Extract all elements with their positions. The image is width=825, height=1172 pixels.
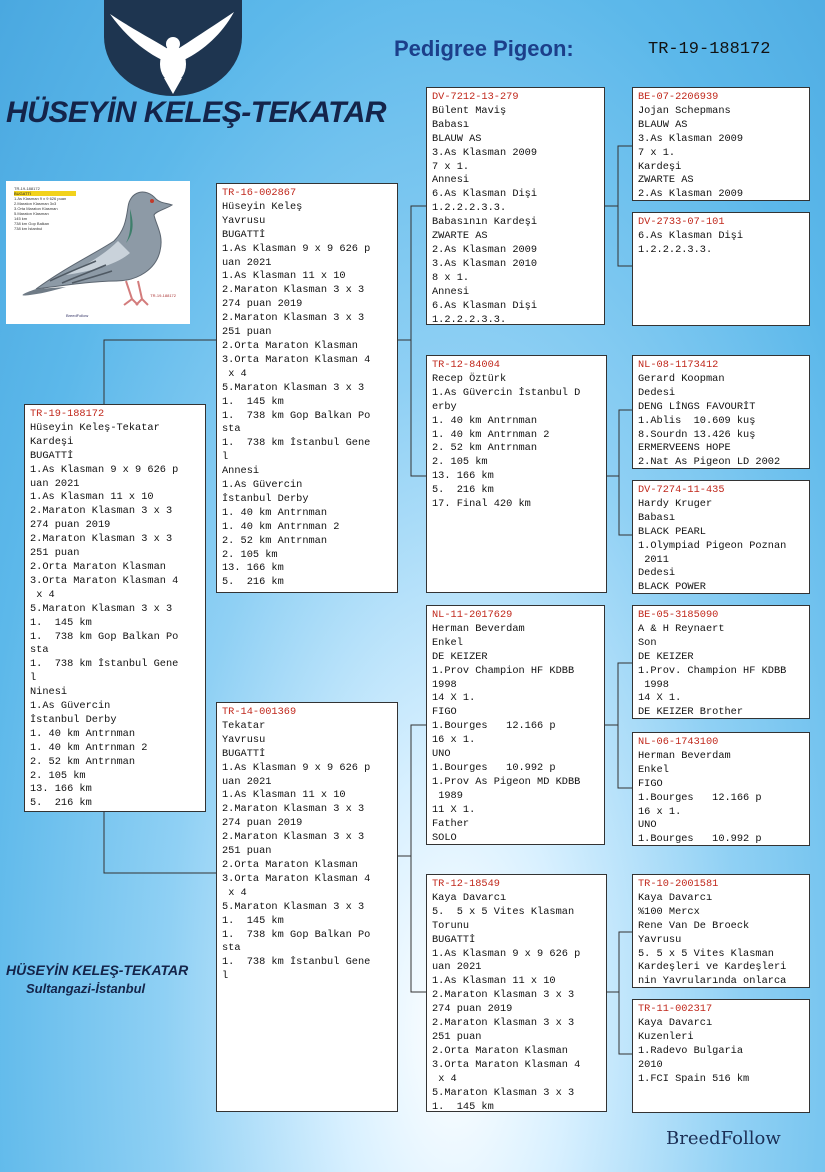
card-line: 251 puan xyxy=(30,547,80,560)
card-line: 1. 40 km Antrnman xyxy=(222,506,328,519)
card-line: 8 x 1. xyxy=(432,271,470,284)
card-line: 1.2.2.2.3.3. xyxy=(432,313,507,325)
card-line: 1. 40 km Antrnman 2 xyxy=(432,428,550,441)
pedigree-card-dsd xyxy=(632,732,810,846)
card-line: 1.As Klasman 11 x 10 xyxy=(222,270,346,283)
card-line: 6.As Klasman Dişi xyxy=(432,299,538,312)
card-line: DENG LİNGS FAVOURİT xyxy=(638,400,756,413)
card-line: uan 2021 xyxy=(30,477,80,490)
ring-number: TR-10-2001581 xyxy=(638,878,719,890)
card-line: 5. 216 km xyxy=(432,484,494,497)
card-line: 16 x 1. xyxy=(432,734,476,747)
pedigree-card-ddd xyxy=(632,999,810,1113)
pedigree-label: Pedigree Pigeon: xyxy=(394,36,574,61)
card-line: Hardy Kruger xyxy=(638,497,713,510)
card-line: 1.Radevo Bulgaria xyxy=(638,1044,744,1057)
card-line: 1.As Klasman 9 x 9 626 p xyxy=(222,761,371,774)
card-line: Dedesi xyxy=(638,567,676,580)
ring-number: TR-19-188172 xyxy=(30,408,105,420)
card-line: 1.Prov. Champion HF KDBB xyxy=(638,664,787,677)
ring-number: TR-12-18549 xyxy=(432,878,500,890)
pedigree-card-sire xyxy=(216,183,398,593)
photo-card-line: 3.Orta Maraton Klasman xyxy=(14,206,58,211)
card-line: 14 X 1. xyxy=(638,692,682,705)
card-line: BLACK PEARL xyxy=(638,525,706,538)
card-line: 5.Maraton Klasman 3 x 3 xyxy=(30,602,173,615)
card-line: 2.Maraton Klasman 3 x 3 xyxy=(222,312,365,325)
card-line: 6.As Klasman Dişi xyxy=(432,188,538,201)
connector-ds-dss xyxy=(605,663,632,725)
ring-number: NL-11-2017629 xyxy=(432,609,513,621)
card-line: BUGATTİ xyxy=(30,449,74,462)
card-line: 2.As Klasman 2009 xyxy=(638,188,744,201)
card-line: x 4 xyxy=(222,886,247,899)
pedigree-card-dam xyxy=(216,702,398,1112)
card-line: 3.As Klasman 2009 xyxy=(432,146,538,159)
card-line: 1.As Güvercin xyxy=(222,479,303,492)
photo-card-ring: TR-19-188172 xyxy=(14,186,40,191)
pedigree-card-sire-sire xyxy=(426,87,605,325)
card-line: Kaya Davarcı xyxy=(432,891,507,904)
card-line: 5. 5 x 5 Vites Klasman xyxy=(432,905,575,918)
card-line: 13. 166 km xyxy=(30,783,92,796)
card-line: 1.As Klasman 11 x 10 xyxy=(432,975,556,988)
card-line: 1. 145 km xyxy=(222,395,284,408)
connector-sd-sds xyxy=(607,410,632,476)
card-line: 1.Bourges 10.992 p xyxy=(432,761,556,774)
card-line: Bülent Maviş xyxy=(432,104,507,117)
card-line: 274 puan 2019 xyxy=(30,519,111,532)
card-line: 1. 40 km Antrnman 2 xyxy=(30,741,148,754)
connector-subject-dam xyxy=(104,812,216,873)
ring-number: NL-06-1743100 xyxy=(638,736,719,748)
card-line: 1989 xyxy=(432,789,463,802)
card-line: 2.Orta Maraton Klasman xyxy=(30,560,166,573)
photo-brand-caption: BreedFollow xyxy=(66,313,89,318)
card-line: x 4 xyxy=(30,588,55,601)
card-line: 2. 105 km xyxy=(222,548,278,561)
card-line: 11 X 1. xyxy=(432,803,476,816)
card-line: Torunu xyxy=(432,919,470,932)
card-line: 1. 40 km Antrnman xyxy=(432,414,538,427)
card-line: Annesi xyxy=(222,465,260,478)
card-line: 1998 xyxy=(432,678,457,691)
card-line: DE KEIZER xyxy=(432,650,488,663)
card-line: 1.Bourges 12.166 p xyxy=(432,720,556,733)
photo-card-line: 145 km xyxy=(14,216,28,221)
card-line: Kardeşi xyxy=(30,435,74,448)
card-line: Jojan Schepmans xyxy=(638,104,731,117)
card-line: Hüseyin Keleş xyxy=(222,200,303,213)
pedigree-card-ssd xyxy=(632,212,810,326)
pedigree-card-dss xyxy=(632,605,810,719)
ring-number: BE-07-2206939 xyxy=(638,91,719,103)
card-line: erby xyxy=(432,400,457,413)
card-line: 2.Maraton Klasman 3 x 3 xyxy=(222,284,365,297)
card-line: 1. 40 km Antrnman 2 xyxy=(222,520,340,533)
card-line: 2.Maraton Klasman 3 x 3 xyxy=(432,1017,575,1030)
card-line: 8.Sourdn 13.426 kuş xyxy=(638,428,756,441)
ring-number: TR-12-84004 xyxy=(432,359,500,371)
card-line: ZWARTE AS xyxy=(638,174,694,187)
pedigree-card-dds xyxy=(632,874,810,988)
ring-number: DV-7212-13-279 xyxy=(432,91,519,103)
connector-dam-dd xyxy=(411,856,426,992)
card-line: 3.Orta Maraton Klasman 4 xyxy=(222,353,371,366)
card-line: 1. 145 km xyxy=(432,1100,494,1112)
card-line: 2.Maraton Klasman 3 x 3 xyxy=(222,831,365,844)
card-line: 274 puan 2019 xyxy=(222,817,303,830)
card-line: 2.Maraton Klasman 3 x 3 xyxy=(432,989,575,1002)
card-line: BUGATTİ xyxy=(222,747,266,760)
connector-ss-ssd xyxy=(618,206,632,266)
card-line: 274 puan 2019 xyxy=(222,298,303,311)
card-line: Tekatar xyxy=(222,719,266,732)
card-line: 2. 52 km Antrnman xyxy=(222,534,328,547)
card-line: x 4 xyxy=(222,367,247,380)
card-line: İstanbul Derby xyxy=(222,492,309,505)
card-line: uan 2021 xyxy=(222,256,272,269)
card-line: 1. 738 km Gop Balkan Po xyxy=(222,928,371,941)
card-line: UNO xyxy=(638,819,657,832)
card-line: Dedesi xyxy=(638,386,676,399)
photo-ring-caption: TR-19-188172 xyxy=(150,293,176,298)
footer-location: Sultangazi-İstanbul xyxy=(26,981,146,996)
card-line: Enkel xyxy=(432,636,463,649)
ring-number: NL-08-1173412 xyxy=(638,359,719,371)
card-line: 1. 145 km xyxy=(222,914,284,927)
card-line: ERMERVEENS HOPE xyxy=(638,442,731,455)
card-line: uan 2021 xyxy=(222,775,272,788)
card-line: Annesi xyxy=(432,174,470,187)
pedigree-card-sds xyxy=(632,355,810,469)
card-line: 5.Maraton Klasman 3 x 3 xyxy=(222,900,365,913)
card-line: 1.Prov Champion HF KDBB xyxy=(432,664,575,677)
connector-dam-ds xyxy=(398,725,426,856)
connector-sire-ss xyxy=(398,206,426,340)
card-line: 1.Bourges 12.166 p xyxy=(638,791,762,804)
card-line: %100 Mercx xyxy=(638,905,700,918)
pedigree-card-dam-dam xyxy=(426,874,607,1112)
card-line: 2.Orta Maraton Klasman xyxy=(222,858,358,871)
card-line: 2. 52 km Antrnman xyxy=(30,755,136,768)
card-line: 2. 52 km Antrnman xyxy=(432,442,538,455)
card-line: 1. 738 km İstanbul Gene xyxy=(30,658,179,671)
card-line: l xyxy=(222,451,229,464)
card-line: 17. Final 420 km xyxy=(432,498,531,511)
card-line: DE KEIZER Brother xyxy=(638,706,744,719)
card-line: 1998 xyxy=(638,678,669,691)
connector-sire-sd xyxy=(411,340,426,476)
card-line: A & H Reynaert xyxy=(638,622,725,635)
card-line: 1. 738 km İstanbul Gene xyxy=(222,437,371,450)
card-line: BUGATTİ xyxy=(432,933,476,946)
card-line: Ninesi xyxy=(30,686,68,699)
connector-ds-dsd xyxy=(618,725,632,788)
card-line: 7 x 1. xyxy=(638,146,676,159)
card-line: 251 puan xyxy=(222,845,272,858)
ring-number: DV-2733-07-101 xyxy=(638,216,725,228)
card-line: Herman Beverdam xyxy=(638,749,731,762)
card-line: Babasının Kardeşi xyxy=(432,216,538,229)
card-line: Kaya Davarcı xyxy=(638,1016,713,1029)
card-line: 3.As Klasman 2010 xyxy=(432,257,538,270)
card-line: Babası xyxy=(432,118,470,131)
ring-number: TR-11-002317 xyxy=(638,1003,713,1015)
card-line: 1.2.2.2.3.3. xyxy=(432,202,507,215)
card-line: 2.As Klasman 2009 xyxy=(432,243,538,256)
card-line: 5.Maraton Klasman 3 x 3 xyxy=(432,1086,575,1099)
card-line: 1.As Güvercin xyxy=(30,700,111,713)
card-line: 2011 xyxy=(638,553,669,566)
card-line: 3.As Klasman 2009 xyxy=(638,132,744,145)
card-line: Kardeşleri ve Kardeşleri xyxy=(638,961,787,974)
card-line: 251 puan xyxy=(432,1030,482,1043)
card-line: Annesi xyxy=(432,285,470,298)
pedigree-card-sire-dam xyxy=(426,355,607,593)
card-line: 2.Nat As Pigeon LD 2002 xyxy=(638,456,781,469)
card-line: Yavrusu xyxy=(222,733,266,746)
card-line: 251 puan xyxy=(222,326,272,339)
card-line: 2. 105 km xyxy=(432,456,488,469)
card-line: DE KEIZER xyxy=(638,650,694,663)
card-line: Kaya Davarcı xyxy=(638,891,713,904)
brand-logo: BreedFollow xyxy=(666,1128,781,1149)
card-line: Kardeşi xyxy=(638,160,682,173)
card-line: BUGATTİ xyxy=(222,228,266,241)
card-line: Yavrusu xyxy=(222,214,266,227)
card-line: UNO xyxy=(432,748,451,761)
card-line: 2.Maraton Klasman 3 x 3 xyxy=(222,803,365,816)
card-line: 16 x 1. xyxy=(638,805,682,818)
pedigree-card-dam-sire xyxy=(426,605,605,845)
photo-card-line: 2.Maraton Klasman 3x3 xyxy=(14,201,57,206)
card-line: 2.Maraton Klasman 3 x 3 xyxy=(30,533,173,546)
card-line: 1. 738 km Gop Balkan Po xyxy=(222,409,371,422)
card-line: Father xyxy=(432,817,470,830)
card-line: x 4 xyxy=(432,1072,457,1085)
card-line: Hüseyin Keleş-Tekatar xyxy=(30,421,160,434)
card-line: 2010 xyxy=(638,1058,663,1071)
card-line: 14 X 1. xyxy=(432,692,476,705)
ring-number: DV-7274-11-435 xyxy=(638,484,725,496)
card-line: Kuzenleri xyxy=(638,1030,694,1043)
card-line: 5.Maraton Klasman 3 x 3 xyxy=(222,381,365,394)
card-line: 5. 216 km xyxy=(30,797,92,810)
card-line: 1. 738 km İstanbul Gene xyxy=(222,956,371,969)
connector-dd-dds xyxy=(607,932,632,992)
card-line: 1.As Klasman 9 x 9 626 p xyxy=(222,242,371,255)
photo-card-line: 738 km İstanbul xyxy=(14,226,43,231)
card-line: ZWARTE AS xyxy=(432,230,488,243)
card-line: l xyxy=(222,970,229,983)
card-line: 2.Maraton Klasman 3 x 3 xyxy=(30,505,173,518)
connector-ss-sss xyxy=(605,146,632,206)
card-line: BLAUW AS xyxy=(432,132,482,145)
card-line: 1.FCI Spain 516 km xyxy=(638,1072,750,1085)
card-line: 2. 105 km xyxy=(30,769,86,782)
card-line: 1.As Klasman 11 x 10 xyxy=(222,789,346,802)
photo-card-line: BUGATTİ xyxy=(14,191,76,196)
card-line: 274 puan 2019 xyxy=(432,1003,513,1016)
card-line: 1.Prov As Pigeon MD KDBB xyxy=(432,775,581,788)
card-line: sta xyxy=(222,942,241,955)
card-line: 3.Orta Maraton Klasman 4 xyxy=(222,872,371,885)
card-line: Gerard Koopman xyxy=(638,372,725,385)
photo-card-line: 5.Maraton Klasman xyxy=(14,211,49,216)
card-line: Son xyxy=(638,636,657,649)
card-line: Herman Beverdam xyxy=(432,622,525,635)
card-line: 1.2.2.2.3.3. xyxy=(638,243,713,256)
card-line: 6.As Klasman Dişi xyxy=(638,229,744,242)
card-line: 2.Orta Maraton Klasman xyxy=(222,339,358,352)
card-line: 3.Orta Maraton Klasman 4 xyxy=(30,574,179,587)
ring-number: TR-16-002867 xyxy=(222,187,297,199)
card-line: 3.Orta Maraton Klasman 4 xyxy=(432,1058,581,1071)
card-line: 1.As Klasman 11 x 10 xyxy=(30,491,154,504)
card-line: 1. 738 km Gop Balkan Po xyxy=(30,630,179,643)
ring-number: BE-05-3185090 xyxy=(638,609,719,621)
card-line: Rene Van De Broeck xyxy=(638,919,750,932)
card-line: FIGO xyxy=(638,777,663,790)
card-line: SOLO xyxy=(432,831,457,844)
card-line: 7 x 1. xyxy=(432,160,470,173)
card-line: 1.Bourges 10.992 p xyxy=(638,833,762,846)
footer-breeder-name: HÜSEYİN KELEŞ-TEKATAR xyxy=(6,962,189,978)
card-line: 1. 145 km xyxy=(30,616,92,629)
card-line: Babası xyxy=(638,511,676,524)
pedigree-card-subject xyxy=(24,404,206,812)
card-line: 13. 166 km xyxy=(432,470,494,483)
photo-card-line: 1.As Klasman 9 x 9 626 puan xyxy=(14,196,67,201)
card-line: nin Yavrularında onlarca xyxy=(638,975,787,988)
card-line: sta xyxy=(30,644,49,657)
card-line: l xyxy=(30,672,37,685)
card-line: 1.As Klasman 9 x 9 626 p xyxy=(30,463,179,476)
card-line: Recep Öztürk xyxy=(432,372,507,385)
card-line: 13. 166 km xyxy=(222,562,284,575)
ring-number: TR-14-001369 xyxy=(222,706,297,718)
pedigree-ring-number: TR-19-188172 xyxy=(648,40,771,59)
card-line: 1. 40 km Antrnman xyxy=(30,727,136,740)
card-line: BLACK POWER xyxy=(638,581,706,594)
card-line: FIGO xyxy=(432,706,457,719)
pedigree-card-sss xyxy=(632,87,810,201)
photo-card-line: 738 km Gop Balkan xyxy=(14,221,50,226)
card-line: sta xyxy=(222,423,241,436)
card-line: 1.Olympiad Pigeon Poznan xyxy=(638,539,787,552)
card-line: uan 2021 xyxy=(432,961,482,974)
pedigree-card-sdd xyxy=(632,480,810,594)
card-line: Yavrusu xyxy=(638,933,682,946)
card-line: 1.As Klasman 9 x 9 626 p xyxy=(432,947,581,960)
connector-dd-ddd xyxy=(619,992,632,1054)
card-line: 2.Orta Maraton Klasman xyxy=(432,1044,568,1057)
card-line: 5. 5 x 5 Vites Klasman xyxy=(638,947,774,960)
connector-sd-sdd xyxy=(619,476,632,535)
card-line: 5. 216 km xyxy=(222,576,284,589)
breeder-title: HÜSEYİN KELEŞ-TEKATAR xyxy=(6,96,387,129)
card-line: 1.Ablis 10.609 kuş xyxy=(638,414,756,427)
connector-subject-sire xyxy=(104,340,216,404)
card-line: İstanbul Derby xyxy=(30,713,117,726)
card-line: 1.As Güvercin İstanbul D xyxy=(432,386,581,399)
card-line: BLAUW AS xyxy=(638,118,688,131)
card-line: Enkel xyxy=(638,763,669,776)
